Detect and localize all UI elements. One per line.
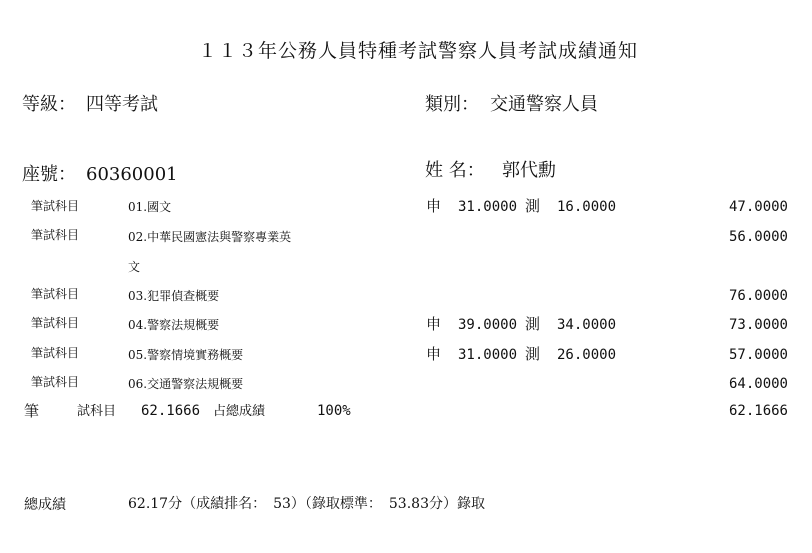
subject-name: 04.警察法規概要 bbox=[128, 318, 220, 332]
subject-total: 64.0000 bbox=[728, 376, 788, 392]
subject-name: 02.中華民國憲法與警察專業英 bbox=[128, 230, 292, 244]
seat-label: 座號： bbox=[22, 164, 76, 185]
final-result: 62.17分（成績排名： 53）（錄取標準： 53.83分）錄取 bbox=[128, 496, 485, 512]
summary-char: 筆 bbox=[24, 402, 40, 420]
subject-name: 05.警察情境實務概要 bbox=[128, 348, 244, 362]
subject-total: 73.0000 bbox=[728, 317, 788, 333]
summary-percent: 100% bbox=[317, 403, 351, 419]
subject-score-1: 31.0000 bbox=[458, 199, 518, 215]
subject-name: 06.交通警察法規概要 bbox=[128, 377, 244, 391]
subject-name: 03.犯罪偵查概要 bbox=[128, 289, 220, 303]
subject-score-1: 39.0000 bbox=[458, 317, 518, 333]
subject-type: 筆試科目 bbox=[31, 228, 80, 242]
name-value: 郭代勳 bbox=[502, 160, 556, 181]
summary-label: 試科目 bbox=[77, 404, 117, 419]
subject-total: 76.0000 bbox=[728, 288, 788, 304]
name-label: 姓 名： bbox=[425, 160, 485, 181]
subject-score-2: 34.0000 bbox=[557, 317, 617, 333]
subject-type: 筆試科目 bbox=[31, 316, 80, 330]
subject-type: 筆試科目 bbox=[31, 346, 80, 360]
subject-type: 筆試科目 bbox=[31, 287, 80, 301]
subject-total: 57.0000 bbox=[728, 347, 788, 363]
summary-average: 62.1666 bbox=[141, 403, 201, 419]
subject-name-continued: 文 bbox=[128, 260, 141, 274]
summary-total: 62.1666 bbox=[728, 403, 788, 419]
grade-value: 四等考試 bbox=[86, 94, 158, 115]
subject-type: 筆試科目 bbox=[31, 375, 80, 389]
final-label: 總成績 bbox=[24, 497, 66, 513]
subject-type: 筆試科目 bbox=[31, 199, 80, 213]
subject-total: 47.0000 bbox=[728, 199, 788, 215]
subject-score-1: 31.0000 bbox=[458, 347, 518, 363]
category-value: 交通警察人員 bbox=[490, 94, 598, 115]
subject-mark-2: 測 bbox=[525, 315, 541, 333]
subject-score-2: 16.0000 bbox=[557, 199, 617, 215]
seat-value: 60360001 bbox=[86, 164, 178, 185]
subject-mark-1: 申 bbox=[426, 315, 442, 333]
page-title: １１３年公務人員特種考試警察人員考試成績通知 bbox=[198, 40, 639, 62]
subject-score-2: 26.0000 bbox=[557, 347, 617, 363]
subject-total: 56.0000 bbox=[728, 229, 788, 245]
category-label: 類別： bbox=[425, 94, 479, 115]
subject-mark-1: 申 bbox=[426, 345, 442, 363]
summary-percent-label: 占總成績 bbox=[213, 404, 266, 419]
subject-mark-2: 測 bbox=[525, 345, 541, 363]
subject-mark-2: 測 bbox=[525, 197, 541, 215]
grade-label: 等級： bbox=[22, 94, 76, 115]
subject-name: 01.國文 bbox=[128, 200, 172, 214]
subject-mark-1: 申 bbox=[426, 197, 442, 215]
